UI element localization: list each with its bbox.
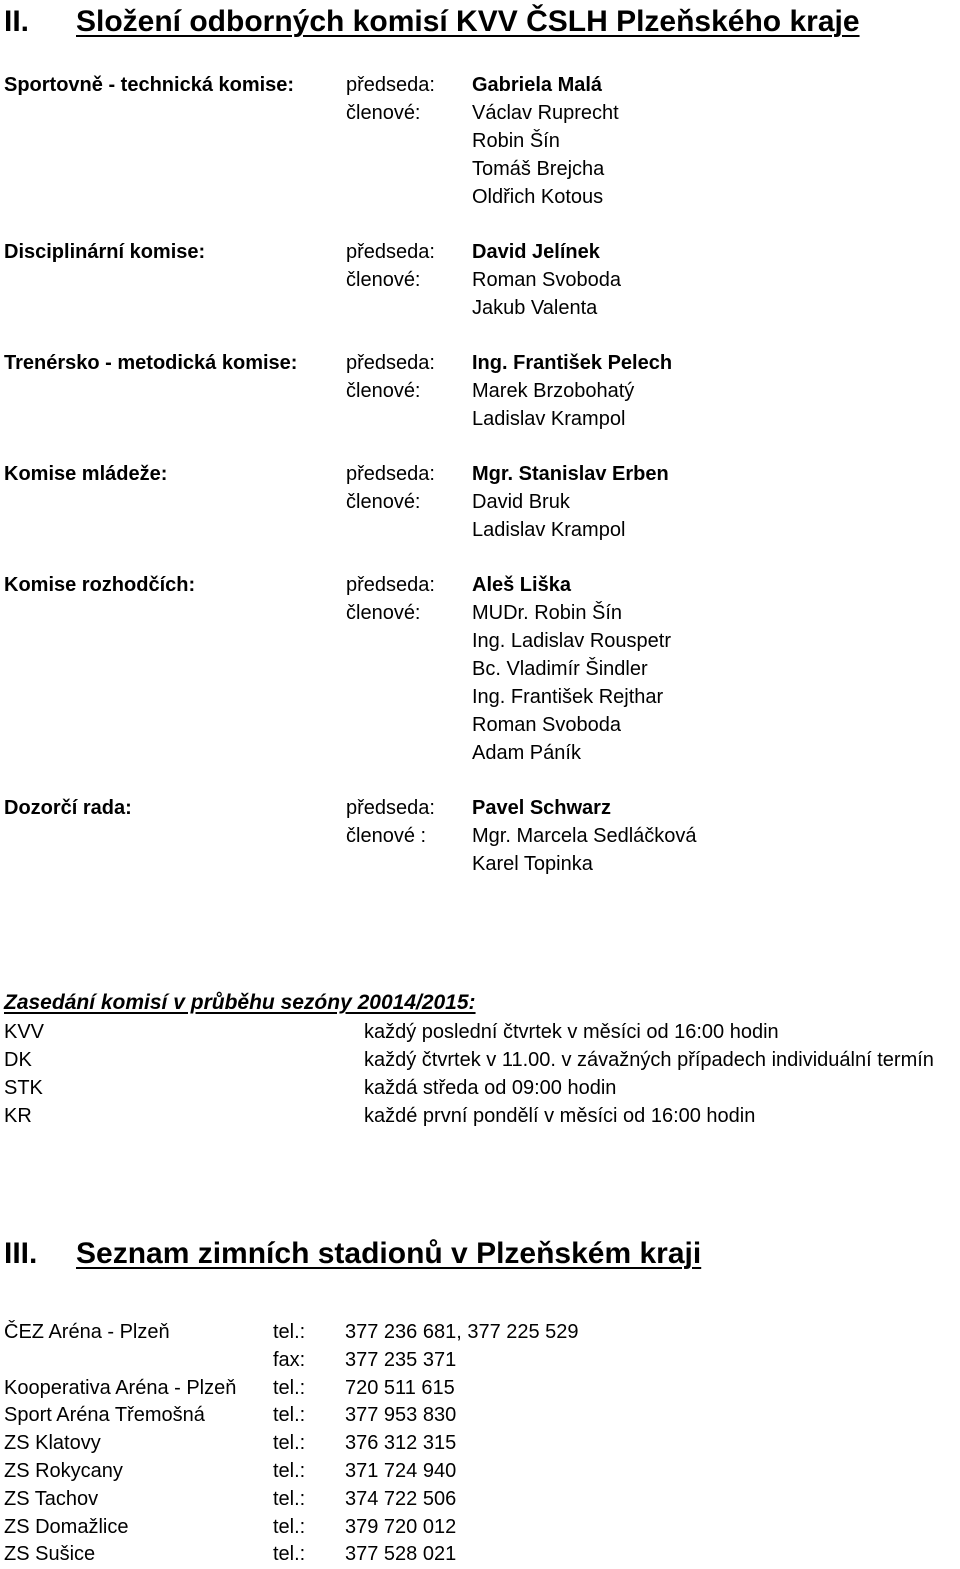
committee-people <box>472 71 619 211</box>
stadium-row <box>4 1540 954 1568</box>
committee-block <box>4 238 954 322</box>
chair-label: předseda: <box>346 352 435 374</box>
stadium-row <box>4 1457 954 1485</box>
stadium-list <box>4 1318 954 1568</box>
member-name: Karel Topinka <box>472 853 593 875</box>
member-name: Mgr. Marcela Sedláčková <box>472 825 697 847</box>
stadium-name: Kooperativa Aréna - Plzeň <box>4 1376 237 1399</box>
committee-name: Komise rozhodčích: <box>4 574 196 596</box>
committee-people <box>472 571 671 767</box>
stadium-row <box>4 1513 954 1541</box>
member-name: MUDr. Robin Šín <box>472 602 623 624</box>
stadium-name: ZS Sušice <box>4 1543 96 1566</box>
section-ii-heading <box>4 4 860 40</box>
contact-type: fax: <box>273 1348 306 1371</box>
contact-type: tel.: <box>273 1487 306 1510</box>
member-name: Jakub Valenta <box>472 297 598 319</box>
members-label: členové: <box>346 602 421 624</box>
member-name: Roman Svoboda <box>472 269 621 291</box>
committee-block <box>4 794 954 878</box>
chair-name: Pavel Schwarz <box>472 797 611 819</box>
chair-name: Gabriela Malá <box>472 74 603 96</box>
member-name: Adam Páník <box>472 742 581 764</box>
section-iii-title: Seznam zimních stadionů v Plzeňském kraji <box>76 1237 702 1270</box>
stadium-row <box>4 1429 954 1457</box>
chair-label: předseda: <box>346 463 435 485</box>
members-label: členové : <box>346 825 427 847</box>
stadium-name: ZS Rokycany <box>4 1459 123 1482</box>
members-label: členové: <box>346 102 421 124</box>
contact-type: tel.: <box>273 1432 306 1455</box>
section-ii-title: Složení odborných komisí KVV ČSLH Plzeňského kraje <box>76 5 860 38</box>
member-name: David Bruk <box>472 491 570 513</box>
meeting-schedule: každý čtvrtek v 11.00. v závažných případech individuální termín <box>364 1049 934 1071</box>
contact-number: 720 511 615 <box>345 1376 455 1399</box>
member-name: Ladislav Krampol <box>472 408 626 430</box>
member-name: Bc. Vladimír Šindler <box>472 658 648 680</box>
stadium-name: ZS Klatovy <box>4 1432 101 1455</box>
committee-roles <box>346 460 472 544</box>
stadium-row <box>4 1318 954 1346</box>
stadium-name: Sport Aréna Třemošná <box>4 1404 205 1427</box>
committee-name: Disciplinární komise: <box>4 241 206 263</box>
stadium-row <box>4 1401 954 1429</box>
section-iii-number: III. <box>4 1237 38 1270</box>
stadium-name: ZS Tachov <box>4 1487 99 1510</box>
chair-name: Aleš Liška <box>472 574 571 596</box>
chair-name: David Jelínek <box>472 241 600 263</box>
committee-name: Trenérsko - metodická komise: <box>4 352 298 374</box>
meetings-heading: Zasedání komisí v průběhu sezóny 20014/2015: <box>4 991 476 1014</box>
committee-block <box>4 460 954 544</box>
committee-people <box>472 460 669 544</box>
stadium-name: ZS Domažlice <box>4 1515 129 1538</box>
committee-people <box>472 238 621 322</box>
members-label: členové: <box>346 491 421 513</box>
meeting-row <box>4 1074 960 1102</box>
chair-label: předseda: <box>346 797 435 819</box>
stadium-name <box>4 1346 273 1374</box>
contact-number: 377 236 681, 377 225 529 <box>345 1321 579 1343</box>
committee-block <box>4 571 954 767</box>
member-name: Ing. František Rejthar <box>472 686 664 708</box>
stadium-row <box>4 1346 954 1374</box>
meeting-row <box>4 1018 960 1046</box>
contact-type: tel.: <box>273 1515 306 1538</box>
committee-roles <box>346 794 472 878</box>
committee-roles <box>346 571 472 767</box>
committee-block <box>4 71 954 211</box>
member-name: Robin Šín <box>472 130 560 152</box>
contact-type: tel.: <box>273 1376 306 1399</box>
committee-people <box>472 349 672 433</box>
member-name: Oldřich Kotous <box>472 186 604 208</box>
committee-roles <box>346 71 472 211</box>
chair-name: Ing. František Pelech <box>472 352 673 374</box>
stadium-row <box>4 1485 954 1513</box>
members-label: členové: <box>346 380 421 402</box>
committee-name: Komise mládeže: <box>4 463 168 485</box>
contact-number: 377 235 371 <box>345 1348 457 1371</box>
stadium-name: ČEZ Aréna - Plzeň <box>4 1321 170 1343</box>
member-name: Tomáš Brejcha <box>472 158 605 180</box>
committee-name: Sportovně - technická komise: <box>4 74 295 96</box>
member-name: Marek Brzobohatý <box>472 380 635 402</box>
contact-type: tel.: <box>273 1459 306 1482</box>
committee-abbreviation: KR <box>4 1105 32 1127</box>
chair-name: Mgr. Stanislav Erben <box>472 463 669 485</box>
section-ii-number: II. <box>4 5 30 38</box>
committee-abbreviation: KVV <box>4 1021 45 1043</box>
committee-people <box>472 794 697 878</box>
member-name: Ladislav Krampol <box>472 519 626 541</box>
committee-block <box>4 349 954 433</box>
member-name: Václav Ruprecht <box>472 102 619 124</box>
committee-roles <box>346 349 472 433</box>
contact-number: 374 722 506 <box>345 1487 457 1510</box>
contact-number: 376 312 315 <box>345 1432 457 1455</box>
meeting-schedule: každá středa od 09:00 hodin <box>364 1077 617 1099</box>
member-name: Ing. Ladislav Rouspetr <box>472 630 672 652</box>
member-name: Roman Svoboda <box>472 714 621 736</box>
committee-abbreviation: STK <box>4 1077 43 1099</box>
chair-label: předseda: <box>346 574 435 596</box>
committee-abbreviation: DK <box>4 1049 32 1071</box>
meetings-section <box>4 988 960 1130</box>
meeting-row <box>4 1102 960 1130</box>
meeting-schedule: každé první pondělí v měsíci od 16:00 hodin <box>364 1105 756 1127</box>
committee-roles <box>346 238 472 322</box>
meeting-row <box>4 1046 960 1074</box>
chair-label: předseda: <box>346 241 435 263</box>
contact-type: tel.: <box>273 1404 306 1427</box>
contact-number: 377 953 830 <box>345 1404 457 1427</box>
section-iii-heading <box>4 1236 701 1272</box>
committee-name: Dozorčí rada: <box>4 797 132 819</box>
stadium-row <box>4 1374 954 1402</box>
contact-type: tel.: <box>273 1543 306 1566</box>
chair-label: předseda: <box>346 74 435 96</box>
meeting-schedule: každý poslední čtvrtek v měsíci od 16:00 hodin <box>364 1021 779 1043</box>
contact-number: 371 724 940 <box>345 1459 457 1482</box>
contact-type: tel.: <box>273 1321 306 1343</box>
members-label: členové: <box>346 269 421 291</box>
contact-number: 379 720 012 <box>345 1515 457 1538</box>
meetings-list <box>4 1018 960 1130</box>
committee-list <box>4 71 954 905</box>
contact-number: 377 528 021 <box>345 1543 457 1566</box>
